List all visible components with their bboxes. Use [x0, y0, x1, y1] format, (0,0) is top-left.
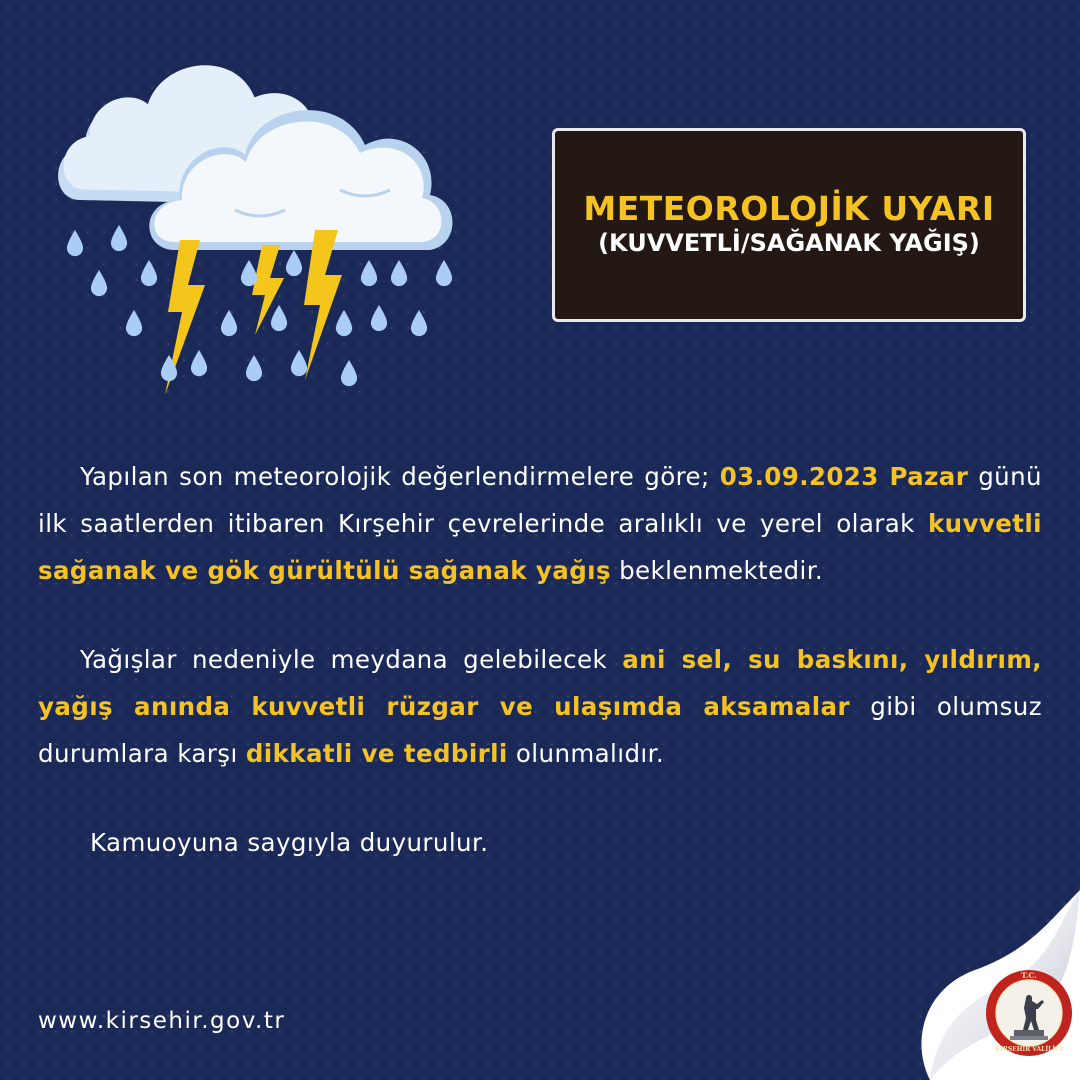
website-link[interactable]: www.kirsehir.gov.tr: [38, 1008, 286, 1034]
announcement-body: [38, 453, 1042, 866]
paragraph-text: olunmalıdır.: [507, 739, 665, 768]
paragraph-text: beklenmektedir.: [610, 556, 824, 585]
seal-icon: [984, 968, 1074, 1058]
paragraph-text: günü ilk saatlerden itibaren Kırşehir çevrelerinde aralıklı ve yerel olarak: [38, 462, 1042, 538]
highlight-hazards: ani sel, su baskını, yıldırım, yağış anında kuvvetli rüzgar ve ulaşımda aksamalar: [38, 645, 1042, 721]
highlight-caution: dikkatli ve tedbirli: [245, 739, 508, 768]
seal-emblem: [984, 968, 1074, 1058]
seal-top-text: T.C.: [1021, 971, 1037, 980]
seal-bottom-text: KIRŞEHİR VALİLİĞİ: [994, 1046, 1064, 1053]
highlight-rain-type: kuvvetli sağanak ve gök gürültülü sağanak yağış: [38, 509, 1042, 585]
paragraph-forecast: [38, 453, 1042, 594]
alert-title-box: [552, 128, 1026, 322]
paragraph-text: Yapılan son meteorolojik değerlendirmelere göre;: [80, 462, 720, 491]
alert-title: METEOROLOJİK UYARI: [583, 189, 995, 229]
paragraph-text: Yağışlar nedeniyle meydana gelebilecek: [80, 645, 623, 674]
paragraph-text: gibi olumsuz durumlara karşı: [38, 692, 1042, 768]
paragraph-warning: [38, 636, 1042, 777]
alert-subtitle: (KUVVETLİ/SAĞANAK YAĞIŞ): [598, 229, 980, 258]
closing-line: Kamuoyuna saygıyla duyurulur.: [90, 828, 489, 857]
highlight-date: 03.09.2023 Pazar: [719, 462, 969, 491]
rain-cloud-icon: [40, 50, 480, 410]
